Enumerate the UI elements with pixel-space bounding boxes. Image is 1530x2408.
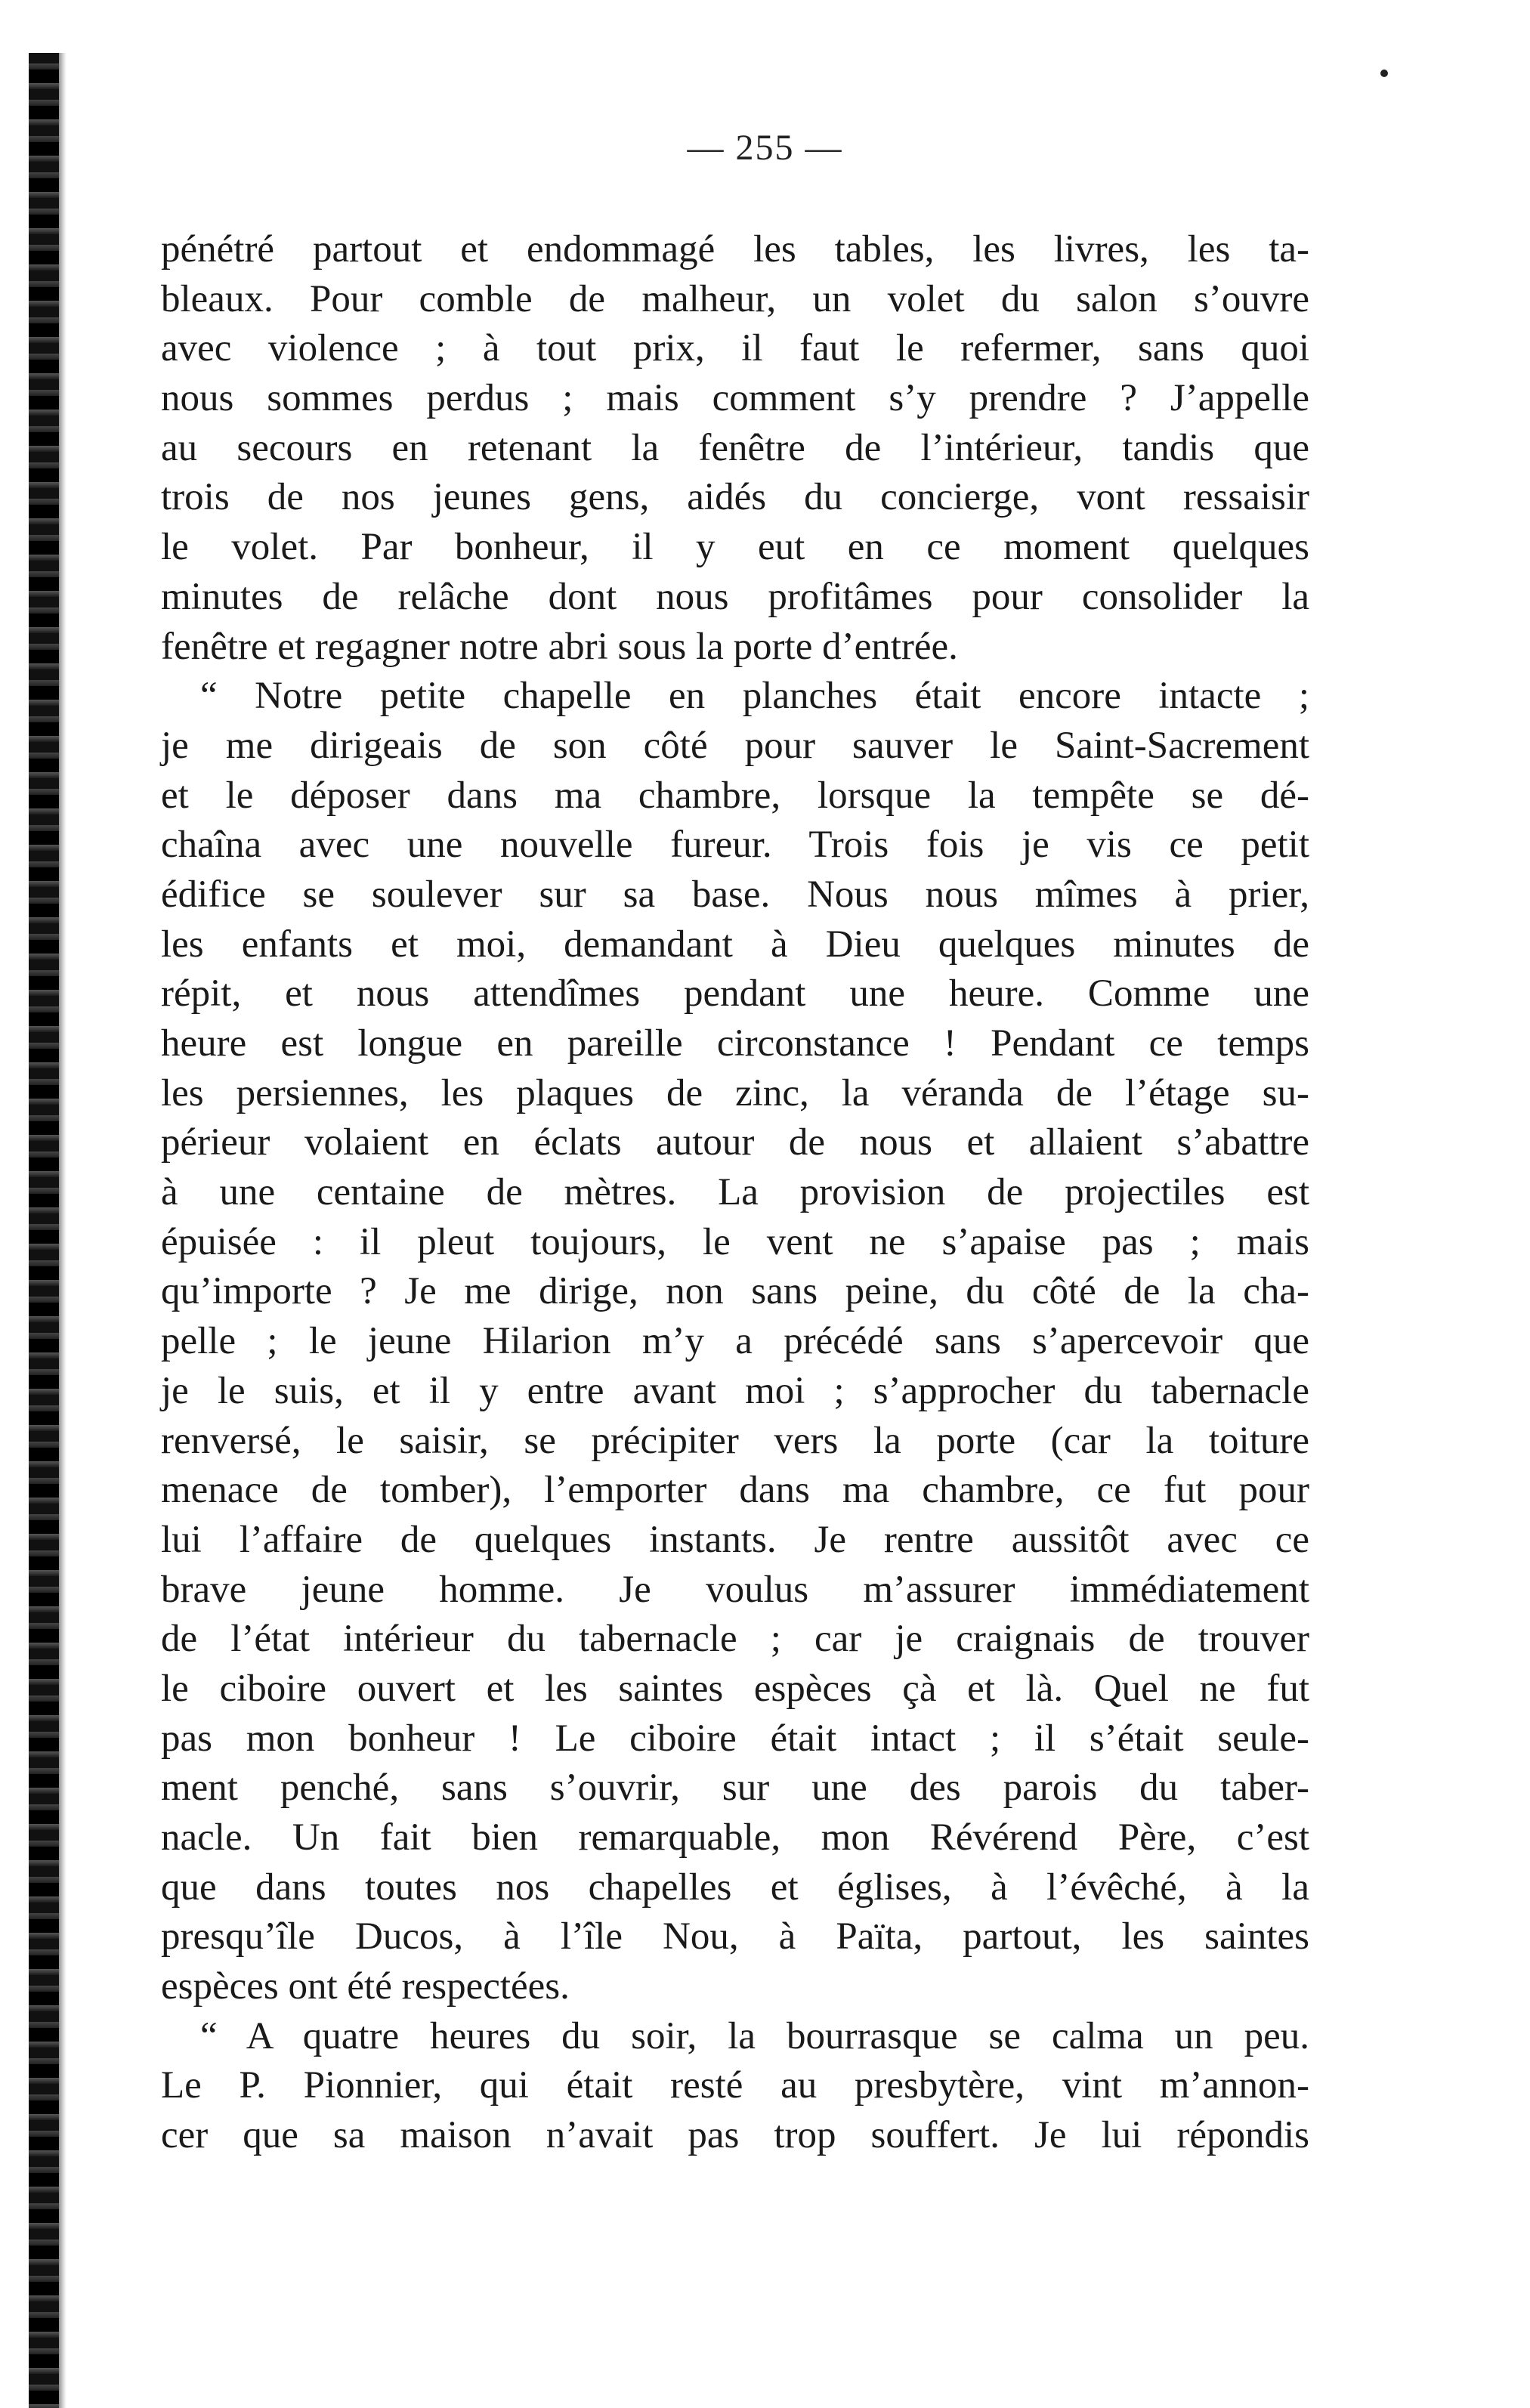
text-line: je me dirigeais de son côté pour sauver le Saint-Sacrement <box>161 724 1309 767</box>
text-line: avec violence ; à tout prix, il faut le refermer, sans quoi <box>161 327 1309 370</box>
text-line: brave jeune homme. Je voulus m’assurer immédiatement <box>161 1568 1309 1611</box>
text-line: de l’état intérieur du tabernacle ; car je craignais de trouver <box>161 1618 1309 1661</box>
text-line: épuisée : il pleut toujours, le vent ne s’apaise pas ; mais <box>161 1220 1309 1263</box>
text-line: lui l’affaire de quelques instants. Je rentre aussitôt avec ce <box>161 1518 1309 1561</box>
text-line: heure est longue en pareille circonstance ! Pendant ce temps <box>161 1022 1309 1065</box>
text-line: chaîna avec une nouvelle fureur. Trois fois je vis ce petit <box>161 824 1309 867</box>
page-speck <box>1380 70 1388 77</box>
text-line: presqu’île Ducos, à l’île Nou, à Païta, partout, les saintes <box>161 1915 1309 1958</box>
text-line: édifice se soulever sur sa base. Nous nous mîmes à prier, <box>161 873 1309 916</box>
text-line: bleaux. Pour comble de malheur, un volet du salon s’ouvre <box>161 277 1309 320</box>
text-line: “ A quatre heures du soir, la bourrasque se calma un peu. <box>200 2014 1309 2057</box>
text-line: nous sommes perdus ; mais comment s’y prendre ? J’appelle <box>161 377 1309 420</box>
page-binding-shadow <box>59 53 66 2408</box>
text-line: à une centaine de mètres. La provision de projectiles est <box>161 1171 1309 1214</box>
text-line: espèces ont été respectées. <box>161 1965 570 2008</box>
text-line: nacle. Un fait bien remarquable, mon Révérend Père, c’est <box>161 1816 1309 1859</box>
text-line: au secours en retenant la fenêtre de l’intérieur, tandis que <box>161 426 1309 469</box>
text-line: pas mon bonheur ! Le ciboire était intact ; il s’était seule- <box>161 1717 1309 1760</box>
text-line: et le déposer dans ma chambre, lorsque la tempête se dé- <box>161 774 1309 817</box>
text-line: qu’importe ? Je me dirige, non sans peine, du côté de la cha- <box>161 1270 1309 1313</box>
text-line: ment penché, sans s’ouvrir, sur une des parois du taber- <box>161 1767 1309 1810</box>
text-line: menace de tomber), l’emporter dans ma chambre, ce fut pour <box>161 1469 1309 1512</box>
text-line: trois de nos jeunes gens, aidés du concierge, vont ressaisir <box>161 476 1309 519</box>
text-line: renversé, le saisir, se précipiter vers la porte (car la toiture <box>161 1419 1309 1462</box>
text-line: pénétré partout et endommagé les tables, les livres, les ta- <box>161 228 1309 270</box>
text-line: pelle ; le jeune Hilarion m’y a précédé sans s’apercevoir que <box>161 1320 1309 1363</box>
text-line: les enfants et moi, demandant à Dieu quelques minutes de <box>161 923 1309 966</box>
text-line: “ Notre petite chapelle en planches était encore intacte ; <box>200 675 1309 718</box>
text-line: périeur volaient en éclats autour de nous et allaient s’abattre <box>161 1121 1309 1164</box>
text-line: fenêtre et regagner notre abri sous la porte d’entrée. <box>161 625 958 668</box>
text-line: minutes de relâche dont nous profitâmes pour consolider la <box>161 575 1309 618</box>
text-line: les persiennes, les plaques de zinc, la véranda de l’étage su- <box>161 1071 1309 1114</box>
page-body-text <box>161 225 1309 2161</box>
page-number: — 255 — <box>687 128 843 168</box>
text-line: je le suis, et il y entre avant moi ; s’approcher du tabernacle <box>161 1369 1309 1412</box>
text-line: que dans toutes nos chapelles et églises, à l’évêché, à la <box>161 1866 1309 1909</box>
text-line: répit, et nous attendîmes pendant une heure. Comme une <box>161 972 1309 1015</box>
text-line: Le P. Pionnier, qui était resté au presbytère, vint m’annon- <box>161 2064 1309 2107</box>
text-line: le volet. Par bonheur, il y eut en ce moment quelques <box>161 526 1309 569</box>
text-line: le ciboire ouvert et les saintes espèces çà et là. Quel ne fut <box>161 1667 1309 1710</box>
text-line: cer que sa maison n’avait pas trop souffert. Je lui répondis <box>161 2114 1309 2157</box>
page-binding-edge <box>29 53 59 2408</box>
